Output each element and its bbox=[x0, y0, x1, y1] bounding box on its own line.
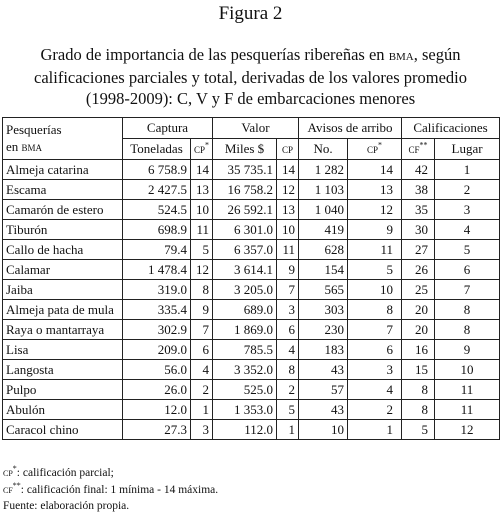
cell-cp-avisos: 2 bbox=[348, 400, 402, 420]
cell-cp-captura: 8 bbox=[191, 280, 213, 300]
cell-toneladas: 6 758.9 bbox=[123, 160, 191, 180]
cell-no: 183 bbox=[299, 340, 348, 360]
cell-cf: 8 bbox=[402, 400, 435, 420]
cell-species: Almeja pata de mula bbox=[3, 300, 123, 320]
cell-cf: 35 bbox=[402, 200, 435, 220]
header-no: No. bbox=[299, 139, 348, 160]
cell-cp-avisos: 4 bbox=[348, 380, 402, 400]
cell-cf: 8 bbox=[402, 380, 435, 400]
cell-cp-valor: 2 bbox=[277, 380, 299, 400]
fisheries-table bbox=[2, 117, 500, 440]
cell-lugar: 7 bbox=[435, 280, 500, 300]
cell-cf: 5 bbox=[402, 420, 435, 440]
table-row bbox=[3, 160, 500, 180]
cell-no: 628 bbox=[299, 240, 348, 260]
cell-cp-captura: 13 bbox=[191, 180, 213, 200]
cell-species: Calamar bbox=[3, 260, 123, 280]
header-species: Pesquerías en bma bbox=[3, 118, 123, 160]
cell-cp-captura: 4 bbox=[191, 360, 213, 380]
table-row bbox=[3, 360, 500, 380]
cell-species: Caracol chino bbox=[3, 420, 123, 440]
cell-miles: 112.0 bbox=[213, 420, 277, 440]
cell-no: 303 bbox=[299, 300, 348, 320]
cell-cp-valor: 9 bbox=[277, 260, 299, 280]
cell-cp-avisos: 13 bbox=[348, 180, 402, 200]
cell-cf: 15 bbox=[402, 360, 435, 380]
cell-species: Abulón bbox=[3, 400, 123, 420]
cell-cp-avisos: 5 bbox=[348, 260, 402, 280]
cell-lugar: 8 bbox=[435, 320, 500, 340]
cell-species: Pulpo bbox=[3, 380, 123, 400]
cell-toneladas: 335.4 bbox=[123, 300, 191, 320]
cell-species: Camarón de estero bbox=[3, 200, 123, 220]
cell-cp-captura: 7 bbox=[191, 320, 213, 340]
cell-lugar: 3 bbox=[435, 200, 500, 220]
cell-cp-avisos: 1 bbox=[348, 420, 402, 440]
cell-species: Escama bbox=[3, 180, 123, 200]
cell-cp-avisos: 14 bbox=[348, 160, 402, 180]
caption-line-1: Grado de importancia de las pesquerías ribereñas en bma, según bbox=[40, 45, 461, 64]
cell-cp-avisos: 10 bbox=[348, 280, 402, 300]
cell-cp-captura: 10 bbox=[191, 200, 213, 220]
cell-cp-valor: 3 bbox=[277, 300, 299, 320]
cell-species: Almeja catarina bbox=[3, 160, 123, 180]
cell-cf: 25 bbox=[402, 280, 435, 300]
cell-cf: 38 bbox=[402, 180, 435, 200]
cell-cf: 27 bbox=[402, 240, 435, 260]
cell-toneladas: 56.0 bbox=[123, 360, 191, 380]
cell-miles: 35 735.1 bbox=[213, 160, 277, 180]
cell-cf: 26 bbox=[402, 260, 435, 280]
cell-cp-valor: 1 bbox=[277, 420, 299, 440]
table-notes bbox=[3, 465, 498, 515]
cell-toneladas: 26.0 bbox=[123, 380, 191, 400]
cell-lugar: 11 bbox=[435, 400, 500, 420]
header-valor: Valor bbox=[213, 118, 299, 139]
cell-cp-avisos: 3 bbox=[348, 360, 402, 380]
cell-toneladas: 2 427.5 bbox=[123, 180, 191, 200]
cell-cp-avisos: 7 bbox=[348, 320, 402, 340]
header-cp-avisos: cp* bbox=[348, 139, 402, 160]
cell-cp-valor: 14 bbox=[277, 160, 299, 180]
cell-no: 230 bbox=[299, 320, 348, 340]
cell-cp-valor: 8 bbox=[277, 360, 299, 380]
cell-toneladas: 319.0 bbox=[123, 280, 191, 300]
cell-lugar: 4 bbox=[435, 220, 500, 240]
table-body bbox=[3, 160, 500, 440]
cell-miles: 6 301.0 bbox=[213, 220, 277, 240]
cell-cp-captura: 11 bbox=[191, 220, 213, 240]
cell-no: 419 bbox=[299, 220, 348, 240]
cell-no: 1 103 bbox=[299, 180, 348, 200]
cell-species: Lisa bbox=[3, 340, 123, 360]
table-row bbox=[3, 280, 500, 300]
cell-lugar: 2 bbox=[435, 180, 500, 200]
cell-lugar: 9 bbox=[435, 340, 500, 360]
header-lugar: Lugar bbox=[435, 139, 500, 160]
header-avisos: Avisos de arribo bbox=[299, 118, 402, 139]
table-row bbox=[3, 200, 500, 220]
cell-cp-valor: 12 bbox=[277, 180, 299, 200]
cell-lugar: 8 bbox=[435, 300, 500, 320]
note-source: Fuente: elaboración propia. bbox=[3, 500, 130, 512]
cell-cp-valor: 13 bbox=[277, 200, 299, 220]
cell-no: 565 bbox=[299, 280, 348, 300]
cell-cp-valor: 6 bbox=[277, 320, 299, 340]
cell-no: 43 bbox=[299, 360, 348, 380]
cell-no: 154 bbox=[299, 260, 348, 280]
cell-cp-captura: 5 bbox=[191, 240, 213, 260]
table-row bbox=[3, 380, 500, 400]
cell-cp-avisos: 9 bbox=[348, 220, 402, 240]
cell-species: Tiburón bbox=[3, 220, 123, 240]
header-captura: Captura bbox=[123, 118, 213, 139]
cell-cf: 42 bbox=[402, 160, 435, 180]
cell-miles: 1 869.0 bbox=[213, 320, 277, 340]
bma-abbreviation: bma bbox=[388, 47, 414, 64]
note-cf: cf**: calificación final: 1 mínima - 14 máxima. bbox=[3, 480, 219, 496]
cell-miles: 689.0 bbox=[213, 300, 277, 320]
table-row bbox=[3, 300, 500, 320]
cell-species: Jaiba bbox=[3, 280, 123, 300]
cell-cp-avisos: 11 bbox=[348, 240, 402, 260]
cell-miles: 3 614.1 bbox=[213, 260, 277, 280]
cell-species: Langosta bbox=[3, 360, 123, 380]
table-row bbox=[3, 180, 500, 200]
cell-miles: 3 205.0 bbox=[213, 280, 277, 300]
cell-cf: 30 bbox=[402, 220, 435, 240]
cell-toneladas: 12.0 bbox=[123, 400, 191, 420]
caption-line-3: (1998-2009): C, V y F de embarcaciones menores bbox=[85, 89, 416, 108]
cell-cp-avisos: 12 bbox=[348, 200, 402, 220]
cell-cf: 20 bbox=[402, 300, 435, 320]
table-row bbox=[3, 320, 500, 340]
figure-caption bbox=[10, 44, 491, 110]
cell-cp-valor: 10 bbox=[277, 220, 299, 240]
table-row bbox=[3, 220, 500, 240]
cell-no: 1 282 bbox=[299, 160, 348, 180]
table-row bbox=[3, 340, 500, 360]
cell-lugar: 12 bbox=[435, 420, 500, 440]
table-row bbox=[3, 260, 500, 280]
table-row bbox=[3, 420, 500, 440]
cell-lugar: 1 bbox=[435, 160, 500, 180]
cell-cp-captura: 12 bbox=[191, 260, 213, 280]
cell-toneladas: 209.0 bbox=[123, 340, 191, 360]
cell-no: 1 040 bbox=[299, 200, 348, 220]
cell-cp-valor: 4 bbox=[277, 340, 299, 360]
header-miles: Miles $ bbox=[213, 139, 277, 160]
cell-cp-avisos: 8 bbox=[348, 300, 402, 320]
cell-cp-valor: 5 bbox=[277, 400, 299, 420]
note-cp: cp*: calificación parcial; bbox=[3, 464, 114, 479]
cell-cp-valor: 11 bbox=[277, 240, 299, 260]
cell-miles: 3 352.0 bbox=[213, 360, 277, 380]
cell-lugar: 11 bbox=[435, 380, 500, 400]
cell-cp-captura: 14 bbox=[191, 160, 213, 180]
cell-no: 43 bbox=[299, 400, 348, 420]
cell-toneladas: 698.9 bbox=[123, 220, 191, 240]
cell-cp-captura: 3 bbox=[191, 420, 213, 440]
cell-cp-captura: 6 bbox=[191, 340, 213, 360]
cell-miles: 1 353.0 bbox=[213, 400, 277, 420]
figure-label: Figura 2 bbox=[218, 3, 283, 24]
cell-species: Callo de hacha bbox=[3, 240, 123, 260]
cell-miles: 785.5 bbox=[213, 340, 277, 360]
header-row-1 bbox=[3, 118, 500, 139]
header-cf: cf** bbox=[402, 139, 435, 160]
cell-cp-valor: 7 bbox=[277, 280, 299, 300]
cell-no: 10 bbox=[299, 420, 348, 440]
cell-species: Raya o mantarraya bbox=[3, 320, 123, 340]
header-toneladas: Toneladas bbox=[123, 139, 191, 160]
cell-cp-captura: 9 bbox=[191, 300, 213, 320]
cell-toneladas: 79.4 bbox=[123, 240, 191, 260]
header-cp-captura: cp* bbox=[191, 139, 213, 160]
table-row bbox=[3, 240, 500, 260]
cell-toneladas: 302.9 bbox=[123, 320, 191, 340]
cell-miles: 16 758.2 bbox=[213, 180, 277, 200]
cell-lugar: 5 bbox=[435, 240, 500, 260]
cell-toneladas: 524.5 bbox=[123, 200, 191, 220]
caption-line-2: calificaciones parciales y total, derivadas de los valores promedio bbox=[34, 67, 467, 87]
cell-cp-captura: 2 bbox=[191, 380, 213, 400]
cell-cf: 16 bbox=[402, 340, 435, 360]
cell-miles: 525.0 bbox=[213, 380, 277, 400]
cell-toneladas: 27.3 bbox=[123, 420, 191, 440]
header-calificaciones: Calificaciones bbox=[402, 118, 500, 139]
cell-lugar: 6 bbox=[435, 260, 500, 280]
cell-toneladas: 1 478.4 bbox=[123, 260, 191, 280]
cell-cp-captura: 1 bbox=[191, 400, 213, 420]
cell-no: 57 bbox=[299, 380, 348, 400]
cell-miles: 6 357.0 bbox=[213, 240, 277, 260]
cell-cp-avisos: 6 bbox=[348, 340, 402, 360]
table-row bbox=[3, 400, 500, 420]
cell-cf: 20 bbox=[402, 320, 435, 340]
cell-miles: 26 592.1 bbox=[213, 200, 277, 220]
cell-lugar: 10 bbox=[435, 360, 500, 380]
header-cp-valor: cp bbox=[277, 139, 299, 160]
